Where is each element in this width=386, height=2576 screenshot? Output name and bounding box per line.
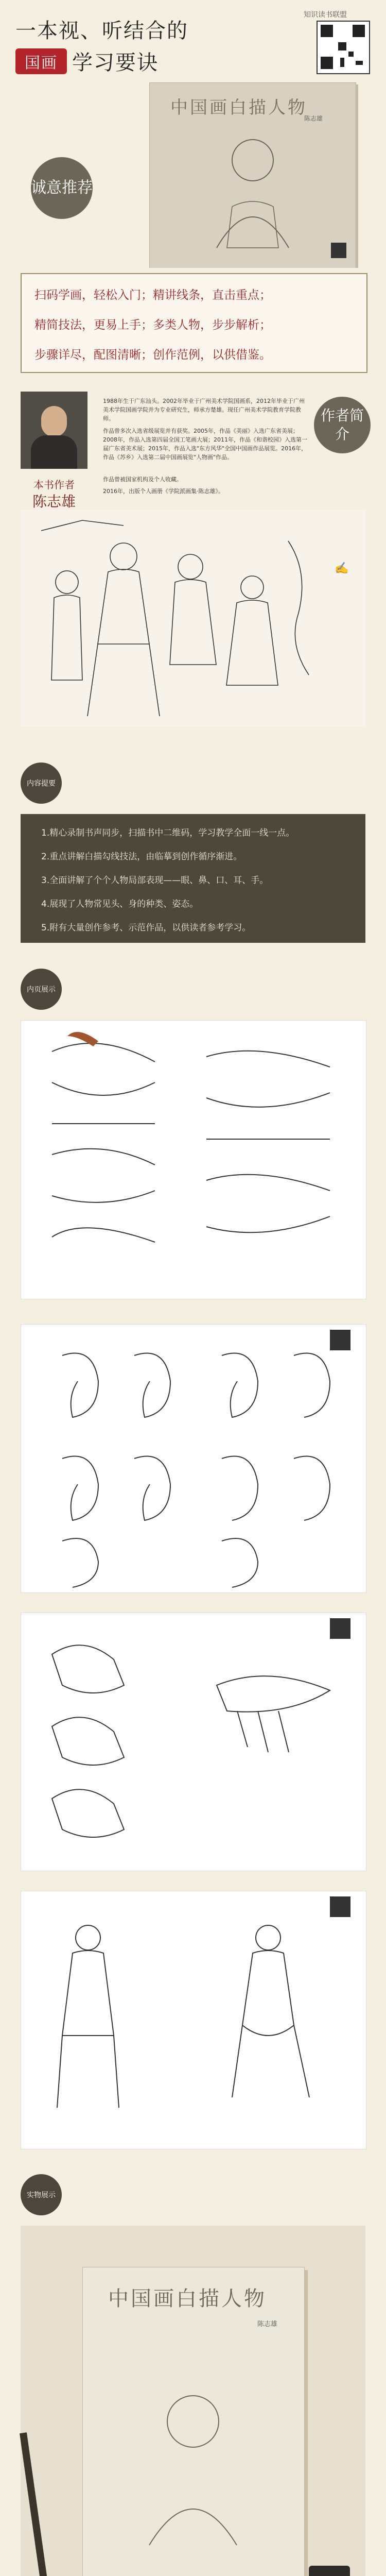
brush-image [20, 2432, 60, 2576]
book-cover-title: 中国画白描人物 [170, 97, 307, 118]
sample-page-strokes [21, 1020, 366, 1299]
contents-item: 2.重点讲解白描勾线技法，由临摹到创作循序渐进。 [41, 852, 242, 862]
author-photo [21, 392, 87, 469]
contents-section [0, 732, 386, 1314]
contents-item: 5.附有大量创作参考、示范作品，以供读者参考学习。 [41, 923, 251, 933]
book-cover-author: 陈志雄 [304, 115, 323, 122]
author-bio-paragraph: 2016年，出版个人画册《学院派画集·陈志雄》。 [103, 488, 224, 495]
author-bio-paragraph: 作品曾多次入选省级展览并有获奖。2005年，作品《美丽》入选广东省美展；2008年，作品入选第四届全国工笔画大展；2011年，作品《和谐校园》入选第一届广东省美术展；2015年，作品入选"东方风华"全国中国画作品展览。2016年，作品《苏乡》入选第二届中国画展览"人物画"作品。 [103, 428, 307, 461]
photo-book-with-seal [21, 2226, 365, 2576]
qr-code[interactable] [317, 21, 370, 74]
headline-suffix: 学习要诀 [72, 51, 159, 75]
brand-label: 知识读书联盟 [304, 11, 347, 19]
features-section [0, 268, 386, 386]
headline-line2 [15, 46, 159, 76]
author-section [0, 386, 386, 732]
recommend-badge: 诚意推荐 [31, 157, 93, 219]
sample-page-ears [21, 1324, 366, 1593]
cover-figure-drawing [150, 83, 356, 268]
photo-book-title: 中国画白描人物 [108, 2287, 267, 2311]
contents-ribbon: 内容提要 [21, 762, 62, 804]
contents-item: 1.精心录制书声同步，扫描书中二维码，学习教学全面一线一点。 [41, 828, 295, 838]
features-box [21, 273, 367, 373]
ink-stone [309, 2566, 350, 2576]
headline-line1: 一本视、听结合的 [15, 19, 188, 43]
contents-item: 4.展现了人物常见头、身的种类、姿态。 [41, 899, 199, 909]
author-bio-paragraph: 作品曾被国家机构及个人收藏。 [103, 476, 182, 483]
author-name: 陈志雄 [32, 493, 76, 510]
author-bio-paragraph: 1988年生于广东汕头。2002年毕业于广州美术学院国画系，2012年毕业于广州美术学院国画学院并为专业研究生，师承方楚雄。现任广州美术学院教育学院教师。 [103, 398, 305, 422]
feature-line: 精简技法，更易上手；多类人物，步步解析； [34, 318, 271, 332]
contents-item: 3.全面讲解了个个人物局部表现——眼、鼻、口、耳、手。 [41, 875, 269, 886]
line-drawing-illustration [21, 510, 365, 726]
feature-line: 扫码学画，轻松入门；精讲线条，直击重点； [34, 289, 271, 302]
feature-line: 步骤详尽，配图清晰；创作范例，以供借鉴。 [34, 348, 271, 362]
sample-page-figures [21, 1891, 366, 2149]
signature-mark: ✍ [335, 562, 349, 575]
book-cover [149, 82, 356, 268]
physical-ribbon: 实物展示 [21, 2174, 62, 2215]
contents-box [21, 814, 365, 943]
physical-section [0, 2164, 386, 2576]
seal-icon: 国画 [15, 48, 67, 74]
header [0, 0, 386, 268]
photo-book-author: 陈志雄 [257, 2320, 278, 2328]
author-label: 本书作者 [33, 479, 75, 491]
sample-pages-section [0, 1314, 386, 2164]
sample-page-hands [21, 1613, 366, 1871]
sample-ribbon: 内页展示 [21, 969, 62, 1010]
author-badge: 作者简介 [314, 397, 371, 453]
